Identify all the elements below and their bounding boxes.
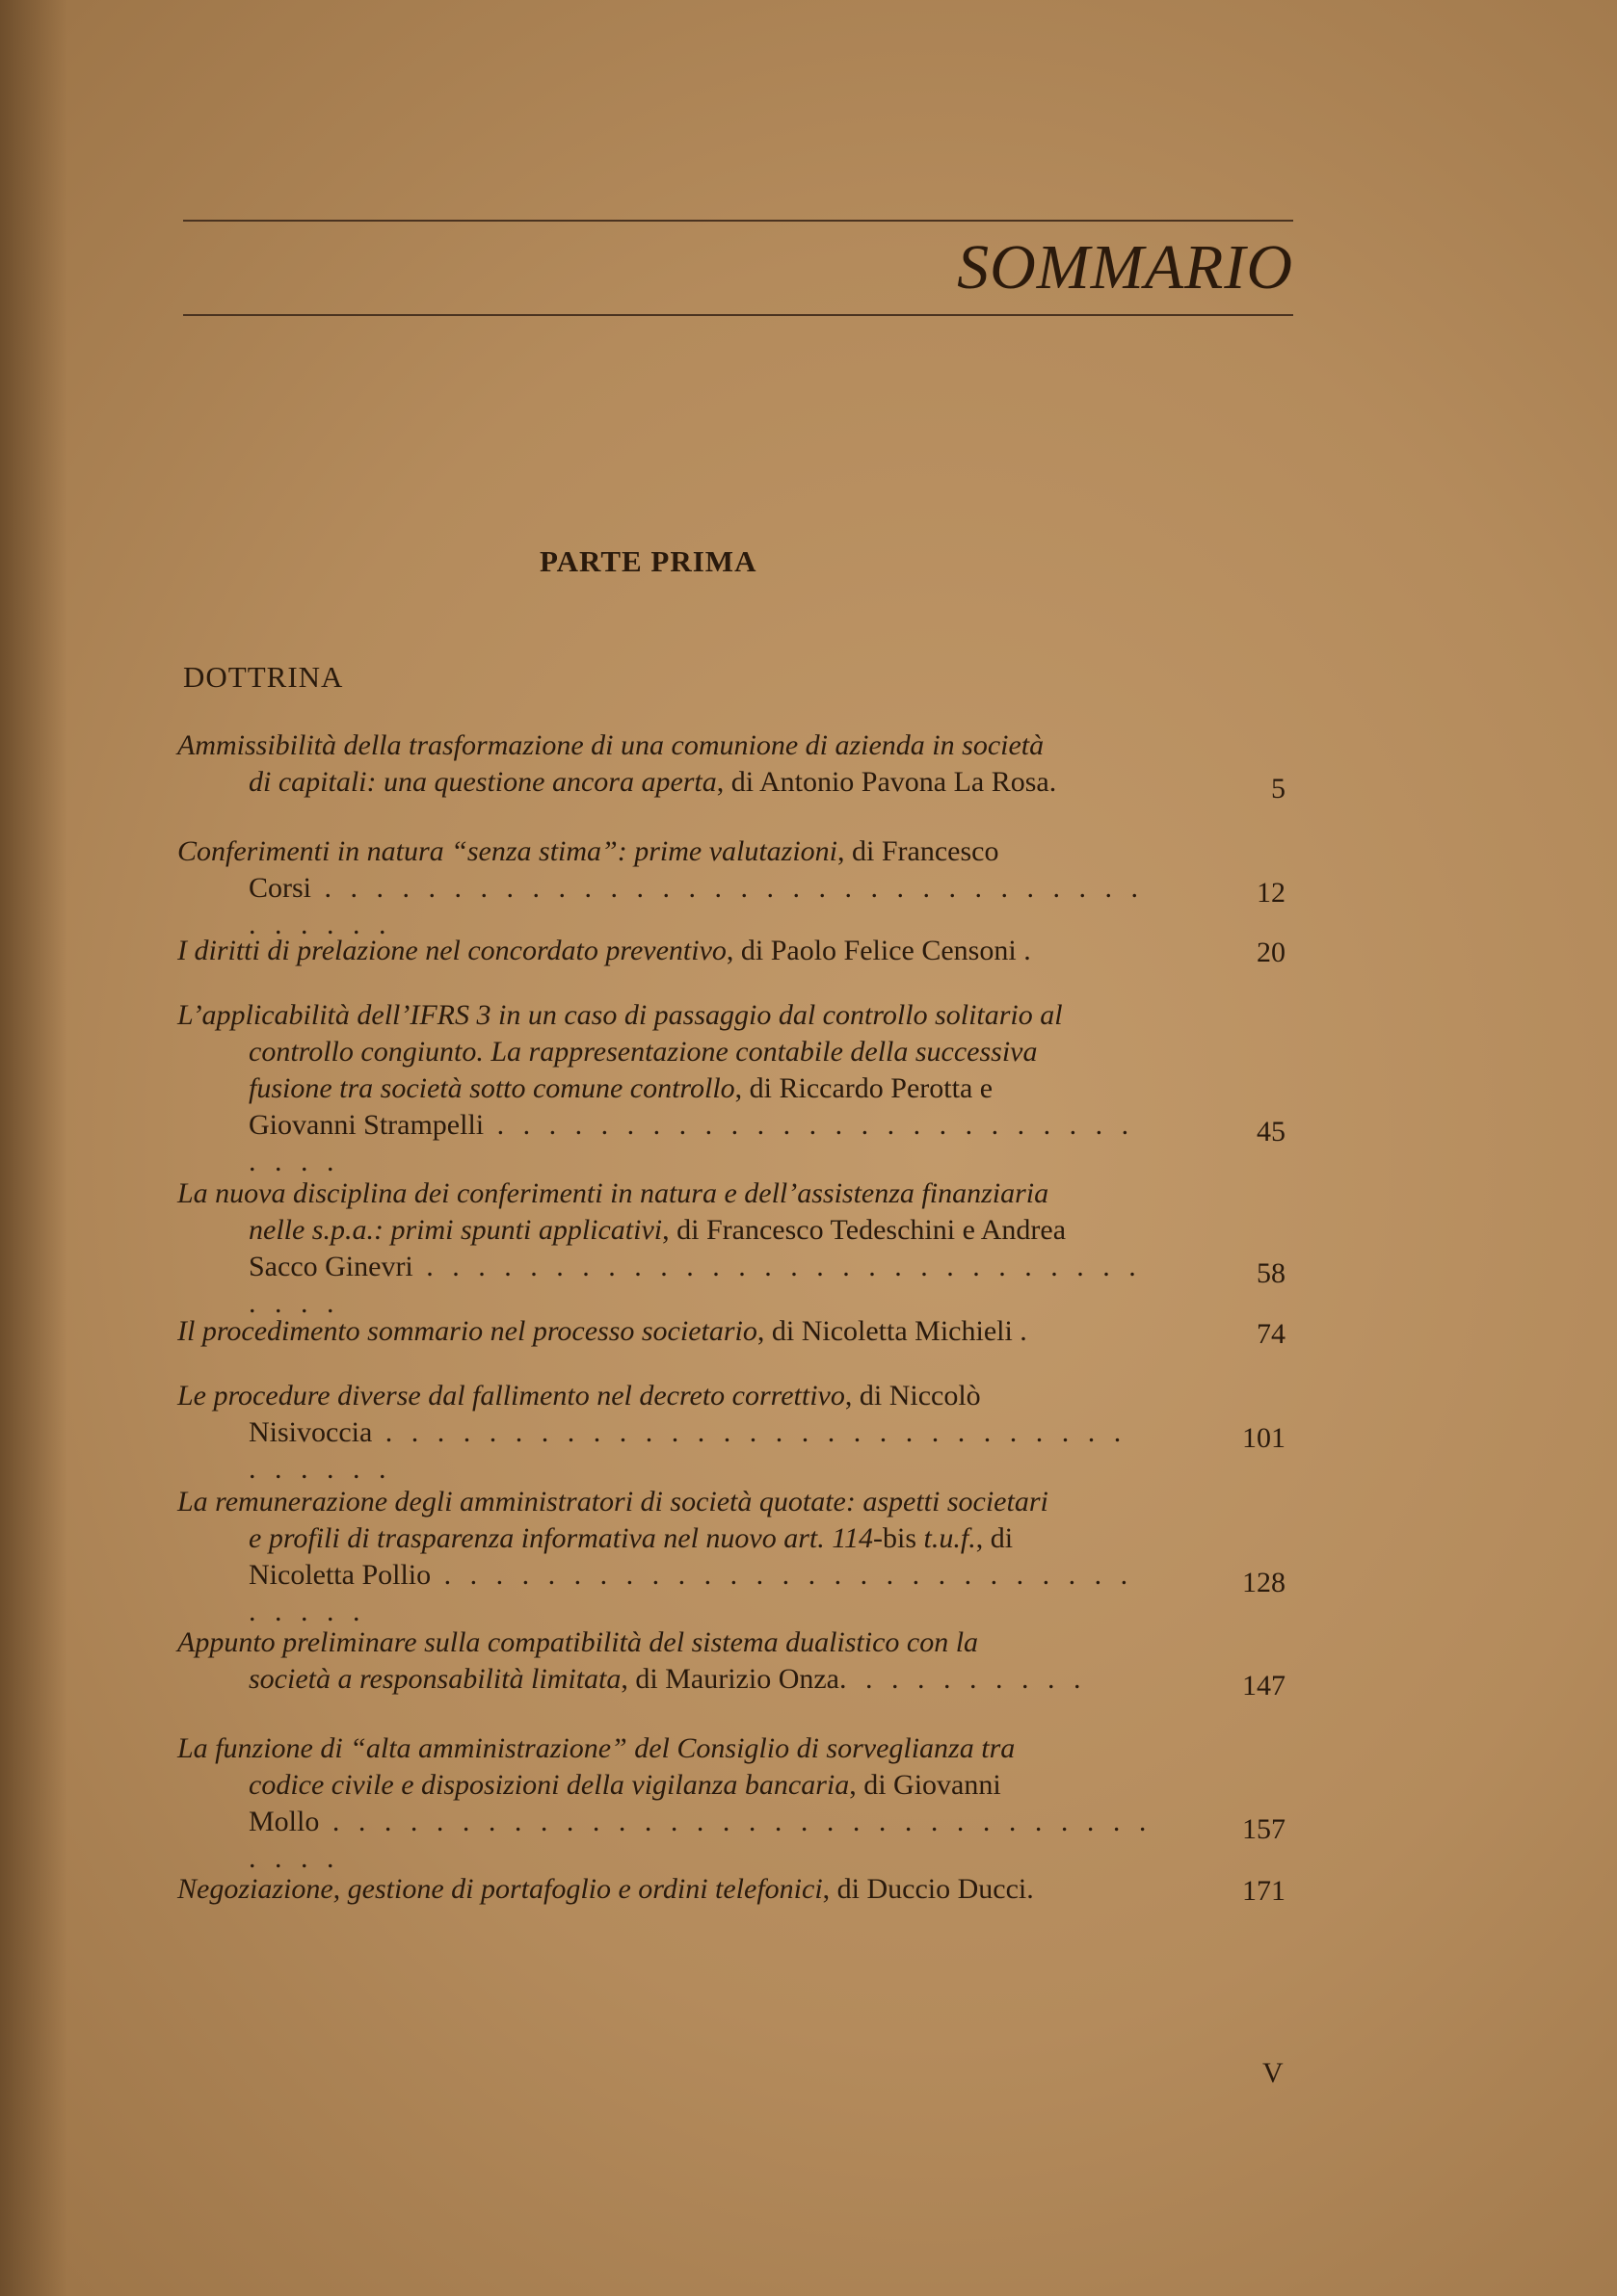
entry-author: Sacco Ginevri	[249, 1251, 413, 1282]
entry-title: Le procedure diverse dal fallimento nel decreto correttivo	[177, 1380, 845, 1412]
entry-title: società a responsabilità limitata	[249, 1663, 622, 1695]
page-number: 5	[1271, 773, 1286, 805]
entry-author: , di Giovanni	[849, 1769, 1001, 1801]
entry-title: fusione tra società sotto comune controllo	[249, 1072, 735, 1104]
entry-title: L’applicabilità dell’IFRS 3 in un caso di passaggio dal controllo solitario al	[177, 999, 1063, 1031]
page-number: 101	[1242, 1422, 1286, 1454]
entry-author: , di Niccolò	[844, 1380, 981, 1412]
entry-title-roman: bis	[883, 1522, 917, 1554]
entry-author: Nicoletta Pollio	[249, 1559, 432, 1591]
page-title: SOMMARIO	[957, 232, 1293, 303]
entry-author: , di Francesco Tedeschini e Andrea	[662, 1214, 1067, 1246]
toc-entry	[177, 1871, 1153, 1908]
toc-entry	[177, 1175, 1153, 1322]
page-number: 20	[1257, 937, 1286, 968]
folio-number: V	[1262, 2057, 1284, 2089]
entry-title: t.u.f.	[916, 1522, 976, 1554]
entry-author: , di Maurizio Onza	[621, 1663, 839, 1695]
entry-title: Il procedimento sommario nel processo societario	[177, 1315, 757, 1347]
entry-title: e profili di trasparenza informativa nel nuovo art. 114-	[249, 1522, 884, 1554]
entry-title: La remunerazione degli amministratori di società quotate: aspetti societari	[177, 1486, 1048, 1517]
entry-author: , di Antonio Pavona La Rosa.	[716, 766, 1057, 798]
entry-title: nelle s.p.a.: primi spunti applicativi	[249, 1214, 663, 1246]
page-gutter-shadow	[0, 0, 67, 2296]
entry-title: I diritti di prelazione nel concordato preventivo	[177, 935, 727, 966]
entry-author: , di Duccio Ducci.	[822, 1873, 1034, 1905]
leader-dots: . . . . . . . . . .	[839, 1663, 1087, 1695]
entry-author: Nisivoccia	[249, 1416, 373, 1448]
page-number: 45	[1257, 1116, 1286, 1148]
entry-title: Appunto preliminare sulla compatibilità del sistema dualistico con la	[177, 1626, 979, 1658]
page-number: 58	[1257, 1257, 1286, 1289]
toc-entry	[177, 1484, 1153, 1630]
entry-title: controllo congiunto. La rappresentazione contabile della successiva	[249, 1036, 1038, 1068]
entry-author: Giovanni Strampelli	[249, 1109, 485, 1141]
entry-title: codice civile e disposizioni della vigilanza bancaria	[249, 1769, 850, 1801]
entry-title: Ammissibilità della trasformazione di una comunione di azienda in società	[177, 729, 1045, 761]
part-title: PARTE PRIMA	[540, 544, 757, 578]
leader-dots: . . . . . . . . . . . . . . . . . . . . . . . . . . . . . . . .	[249, 1559, 1134, 1627]
page-number: 147	[1242, 1670, 1286, 1702]
header-rule-bottom	[183, 314, 1293, 316]
page-number: 157	[1242, 1813, 1286, 1845]
entry-author: , di	[975, 1522, 1014, 1554]
page-number: 171	[1242, 1875, 1286, 1907]
toc-entry	[177, 1730, 1153, 1877]
page-number: 74	[1257, 1318, 1286, 1350]
entry-author: , di Riccardo Perotta e	[734, 1072, 994, 1104]
entry-title: La funzione di “alta amministrazione” del Consiglio di sorveglianza tra	[177, 1732, 1016, 1764]
entry-title: di capitali: una questione ancora aperta	[249, 766, 717, 798]
header-rule-top	[183, 220, 1293, 222]
leader-dots: . . . . . . . . . . . . . . . . . . . . . . . . . . . . . . . . . . . . . .	[249, 872, 1145, 940]
toc-entry	[177, 997, 1153, 1180]
entry-author: , di Nicoletta Michieli .	[756, 1315, 1027, 1347]
page-number: 12	[1257, 877, 1286, 909]
entry-title: Negoziazione, gestione di portafoglio e ordini telefonici	[177, 1873, 823, 1905]
leader-dots: . . . . . . . . . . . . . . . . . . . . . . . . . . . . . . . . . . .	[249, 1416, 1127, 1485]
toc-entry	[177, 933, 1153, 969]
page-number: 128	[1242, 1567, 1286, 1598]
entry-title: Conferimenti in natura “senza stima”: prime valutazioni	[177, 835, 838, 867]
toc-entry	[177, 727, 1153, 801]
toc-entry	[177, 1624, 1153, 1698]
leader-dots: . . . . . . . . . . . . . . . . . . . . . . . . . . . . . . . .	[249, 1251, 1142, 1319]
entry-author: Mollo	[249, 1806, 320, 1837]
entry-author: Corsi	[249, 872, 312, 904]
entry-author: , di Paolo Felice Censoni .	[726, 935, 1031, 966]
section-title: DOTTRINA	[183, 660, 344, 694]
toc-entry	[177, 833, 1153, 943]
entry-author: , di Francesco	[837, 835, 999, 867]
toc-entry	[177, 1313, 1153, 1350]
toc-entry	[177, 1378, 1153, 1488]
leader-dots: . . . . . . . . . . . . . . . . . . . . . . . . . . . . .	[249, 1109, 1135, 1177]
entry-title: La nuova disciplina dei conferimenti in natura e dell’assistenza finanziaria	[177, 1177, 1049, 1209]
leader-dots: . . . . . . . . . . . . . . . . . . . . . . . . . . . . . . . . . . . .	[249, 1806, 1153, 1874]
